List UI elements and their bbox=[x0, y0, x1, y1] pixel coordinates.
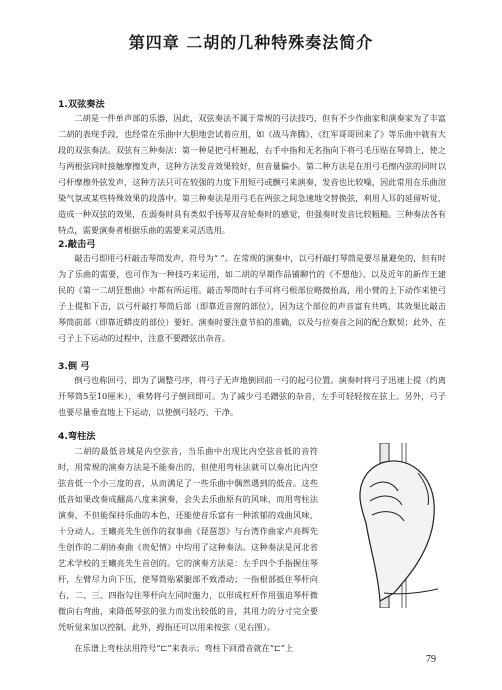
left-hand bbox=[360, 461, 434, 601]
section-heading-reverse-bow: 3.倒 弓 bbox=[58, 361, 90, 372]
section-text-bend-pole: 二胡的最低音域是内空弦音，当乐曲中出现比内空弦音低的音符时，用常规的演奏方法是不能奏出的，但使用弯柱法就可以奏出比内空弦音低一个小三度的音，从而满足了一些乐曲中偶然遇到的低音。这些低音如果改奏成翻高八度来演奏，会失去乐曲原有的风味，而用弯柱法演奏，不但能保持乐曲的本色，还能使音乐富有一种浓郁的戏曲风味，十分动人。王曦亮先生创作的叙事曲《琵琶怨》与台湾作曲家卢亮辉先生创作的二胡协奏曲《贵妃情》中均用了这种奏法。这种奏法是河北省艺术学校的王曦亮先生首创的。它的演奏方法是：左手四个手指握住琴杆，左臂尽力向下压，使琴筒贴紧腿部不致滑动；一指根部抵住琴杆向右，二、三、四指勾住琴杆向左同时施力，以形成杠杆作用强迫琴杆微微向右弯曲，来降低琴弦的张力而发出较低的音，其用力的分寸完全要凭听觉来加以控制。此外，拇指还可以用来按弦（见右图）。 bbox=[58, 446, 318, 632]
section-heading-bend-pole: 4.弯柱法 bbox=[58, 431, 96, 442]
page-number: 79 bbox=[426, 654, 436, 665]
section-text-notation: 在乐谱上弯柱法用符号“⊏”来表示；弯柱下回滑音就在“⊏”上 bbox=[74, 643, 294, 653]
chapter-title: 第四章 二胡的几种特殊奏法简介 bbox=[128, 33, 374, 52]
section-text-reverse-bow: 倒弓也称回弓，即为了调整弓序，将弓子无声地倒回前一弓的起弓位置。演奏时将弓子迅速上提（约离开琴筒5至10厘米），乘势将弓子倒回即可。为了减少弓毛蹭弦的杂音，左手可轻轻按在弦上。另外，弓子也要尽量垂直地上下运动，以使倒弓轻巧、干净。 bbox=[58, 375, 446, 417]
hand-on-erhu-illustration bbox=[340, 443, 460, 608]
section-text-knock-bow: 敲击弓即用弓杆敲击琴筒发声，符号为“ ”。在常规的演奏中，以弓杆敲打琴筒是要尽量避免的，但有时为了乐曲的需要，也可作为一种技巧来运用，如二胡的早期作品铺聊竹的《不想他》，以及近年的新作王建民的《第一二胡狂想曲》中都有所运用。敲击琴筒时右手可将弓根部位略微抬高，用小臂的上下动作来使弓子上提和下击，以弓杆敲打琴筒后部（即靠近音窗的部位），因为这个部位的声音富有共鸣，其效果比敲击琴筒前部（即靠近蟒皮的部位）要好。演奏时要注意节拍的准确，以及与拉奏音之间的配合默契；此外，在弓子上下运动的过程中，注意不要蹭弦出杂音。 bbox=[58, 253, 446, 343]
section-heading-double-string: 1.双弦奏法 bbox=[58, 99, 105, 110]
section-text-double-string: 二胡是一件单声部的乐器，因此，双弦奏法不属于常规的弓法技巧，但有不少作曲家和演奏家为了丰富二胡的表现手段，也经常在乐曲中大胆地尝试着应用，如《战马奔腾》、《红军哥哥回来了》等乐曲中就有大段的双弦奏法。双弦有三种奏法：第一种是把弓杆翘起，右手中指和无名指向下将弓毛压贴在琴筒上，使之与两根弦同时接触摩擦发声，这种方法发音效果较好，但音量偏小。第二种方法是在用弓毛擦内弦的同时以弓杆摩擦外弦发声，这种方法只可在较强的力度下用短弓或颤弓来演奏，发音也比较噪，因此常用在乐曲渲染气氛或某些特殊效果的段落中。第三种奏法是用弓毛在两弦之间急速地交替换弦，利用人耳的延留听觉，造成一种双弦的效果，在弱奏时具有类似手扬琴双音轮奏时的感觉，但强奏时发音比较粗糙。三种奏法各有特点，需要演奏者根据乐曲的需要来灵活选用。 bbox=[58, 113, 446, 235]
section-heading-knock-bow: 2.敲击弓 bbox=[58, 239, 96, 250]
